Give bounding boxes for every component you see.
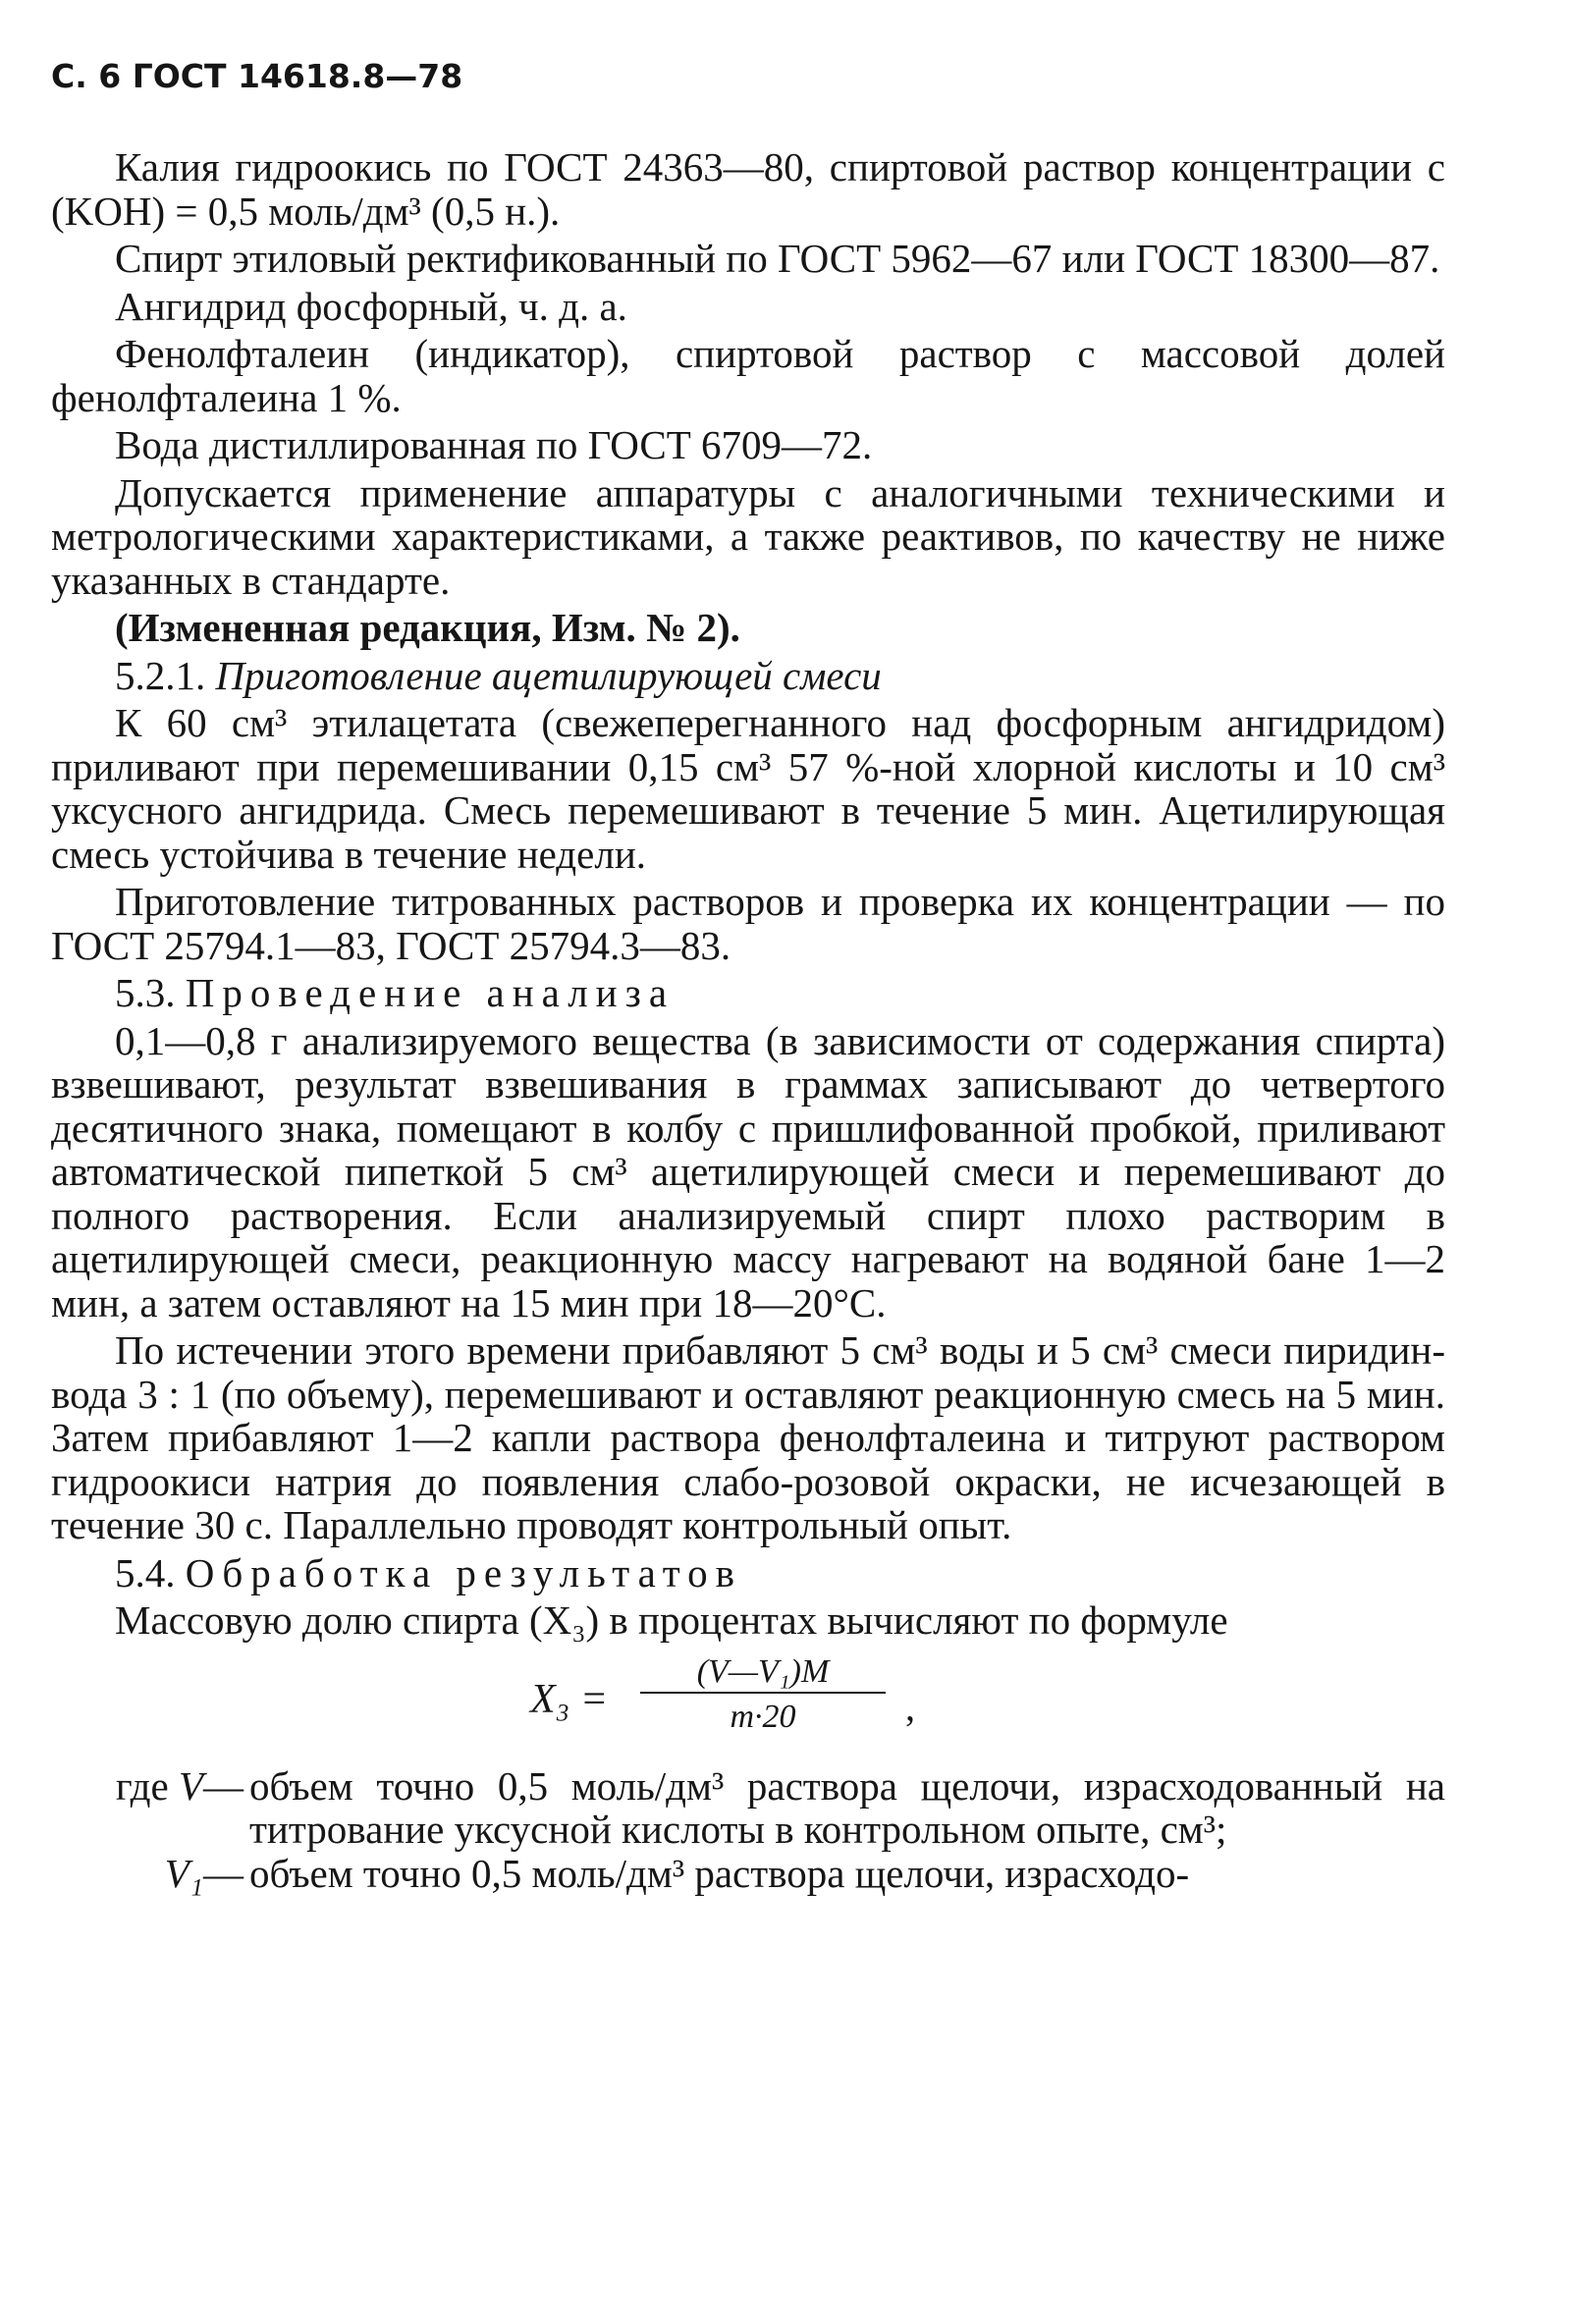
definition-item [51,1852,1445,1896]
paragraph-analysis-procedure: 0,1—0,8 г анализируемого вещества (в зависимости от содержания спирта) взвешивают, результат взвешивания в граммах записывают до четвертого десятичного знака, помещают в колбу с пришлифованной пробкой, приливают автоматической пипеткой 5 см³ ацетилирующей смеси и перемешивают до полного растворения. Если анализируемый спирт плохо растворим в ацетилирующей смеси, реакционную массу нагревают на водяной бане 1—2 мин, а затем оставляют на 15 мин при 18—20°С. [51,1017,1445,1325]
paragraph-distilled-water: Вода дистиллированная по ГОСТ 6709—72. [115,422,873,467]
section-number: 5.4. [115,1549,176,1595]
paragraph-titration: По истечении этого времени прибавляют 5 см³ воды и 5 см³ смеси пиридин-вода 3 : 1 (по объему), перемешивают и оставляют реакционную смесь на 5 мин. Затем прибавляют 1—2 капли раствора фенолфталеина и титруют раствором гидроокиси натрия до появления слабо-розовой окраски, не исчезающей в течение 30 с. Параллельно проводят контрольный опыт. [51,1327,1445,1547]
paragraph-phenolphthalein: Фенолфталеин (индикатор), спиртовой раствор с массовой долей фенолфталеина 1 %. [51,331,1445,420]
definition-label [51,1764,249,1809]
section-title: Приготовление ацетилирующей смеси [215,652,882,698]
definition-text: объем точно 0,5 моль/дм³ раствора щелочи, израсходо- [249,1850,1190,1896]
section-title: Проведение анализа [185,970,676,1015]
section-number: 5.2.1. [115,652,206,698]
definition-dash: — [203,1762,244,1809]
formula-fraction [640,1650,886,1740]
paragraph-equipment-note: Допускается применение аппаратуры с аналогичными техническими и метрологическими характеристиками, а также реактивов, по качеству не ниже указанных в стандарте. [51,469,1445,603]
fraction-bar [640,1692,886,1694]
formula-lhs: X₃ = [530,1676,609,1722]
paragraph-formula-intro: Массовую долю спирта (X₃) в процентах вычисляют по формуле [115,1597,1228,1643]
section-5-3-heading [51,971,1445,1015]
section-5-2-1-heading [51,654,1445,698]
amendment-note: (Измененная редакция, Изм. № 2). [115,605,740,650]
section-number: 5.3. [115,970,176,1015]
paragraph-titrated-solutions: Приготовление титрованных растворов и проверка их концентрации — по ГОСТ 25794.1—83, ГОСТ 25794.3—83. [51,879,1445,968]
definition-text: объем точно 0,5 моль/дм³ раствора щелочи, израсходованный на титрование уксусной кислоты в контрольном опыте, см³; [249,1762,1445,1852]
paragraph-ethyl-alcohol: Спирт этиловый ректификованный по ГОСТ 5962—67 или ГОСТ 18300—87. [115,236,1440,281]
formula [51,1650,1445,1751]
variable-definitions [51,1764,1445,1896]
definition-dash: — [203,1850,244,1896]
definition-item [51,1764,1445,1852]
paragraph-acetylating-mixture: К 60 см³ этилацетата (свежеперегнанного над фосфорным ангидридом) приливают при перемешивании 0,15 см³ 57 %-ной хлорной кислоты и 10 см³ уксусного ангидрида. Смесь перемешивают в течение 5 мин. Ацетилирующая смесь устойчива в течение недели. [51,700,1445,877]
formula-trailing: , [905,1684,915,1729]
definition-symbol: V₁ [164,1850,203,1896]
definition-symbol: V [178,1762,203,1809]
definition-label [51,1852,249,1896]
definition-prefix: где [115,1762,169,1809]
section-5-4-heading [51,1551,1445,1595]
section-title: Обработка результатов [185,1549,743,1595]
paragraph-phosphoric-anhydride: Ангидрид фосфорный, ч. д. а. [115,283,627,329]
formula-denominator: m·20 [730,1698,796,1735]
paragraph-potassium-hydroxide: Калия гидроокись по ГОСТ 24363—80, спиртовой раствор концентрации c (KOH) = 0,5 моль/дм³ (0,5 н.). [51,144,1445,234]
document-body [51,145,1445,1895]
formula-numerator: (V—V₁)M [696,1652,830,1690]
page-header: С. 6 ГОСТ 14618.8—78 [51,57,463,95]
